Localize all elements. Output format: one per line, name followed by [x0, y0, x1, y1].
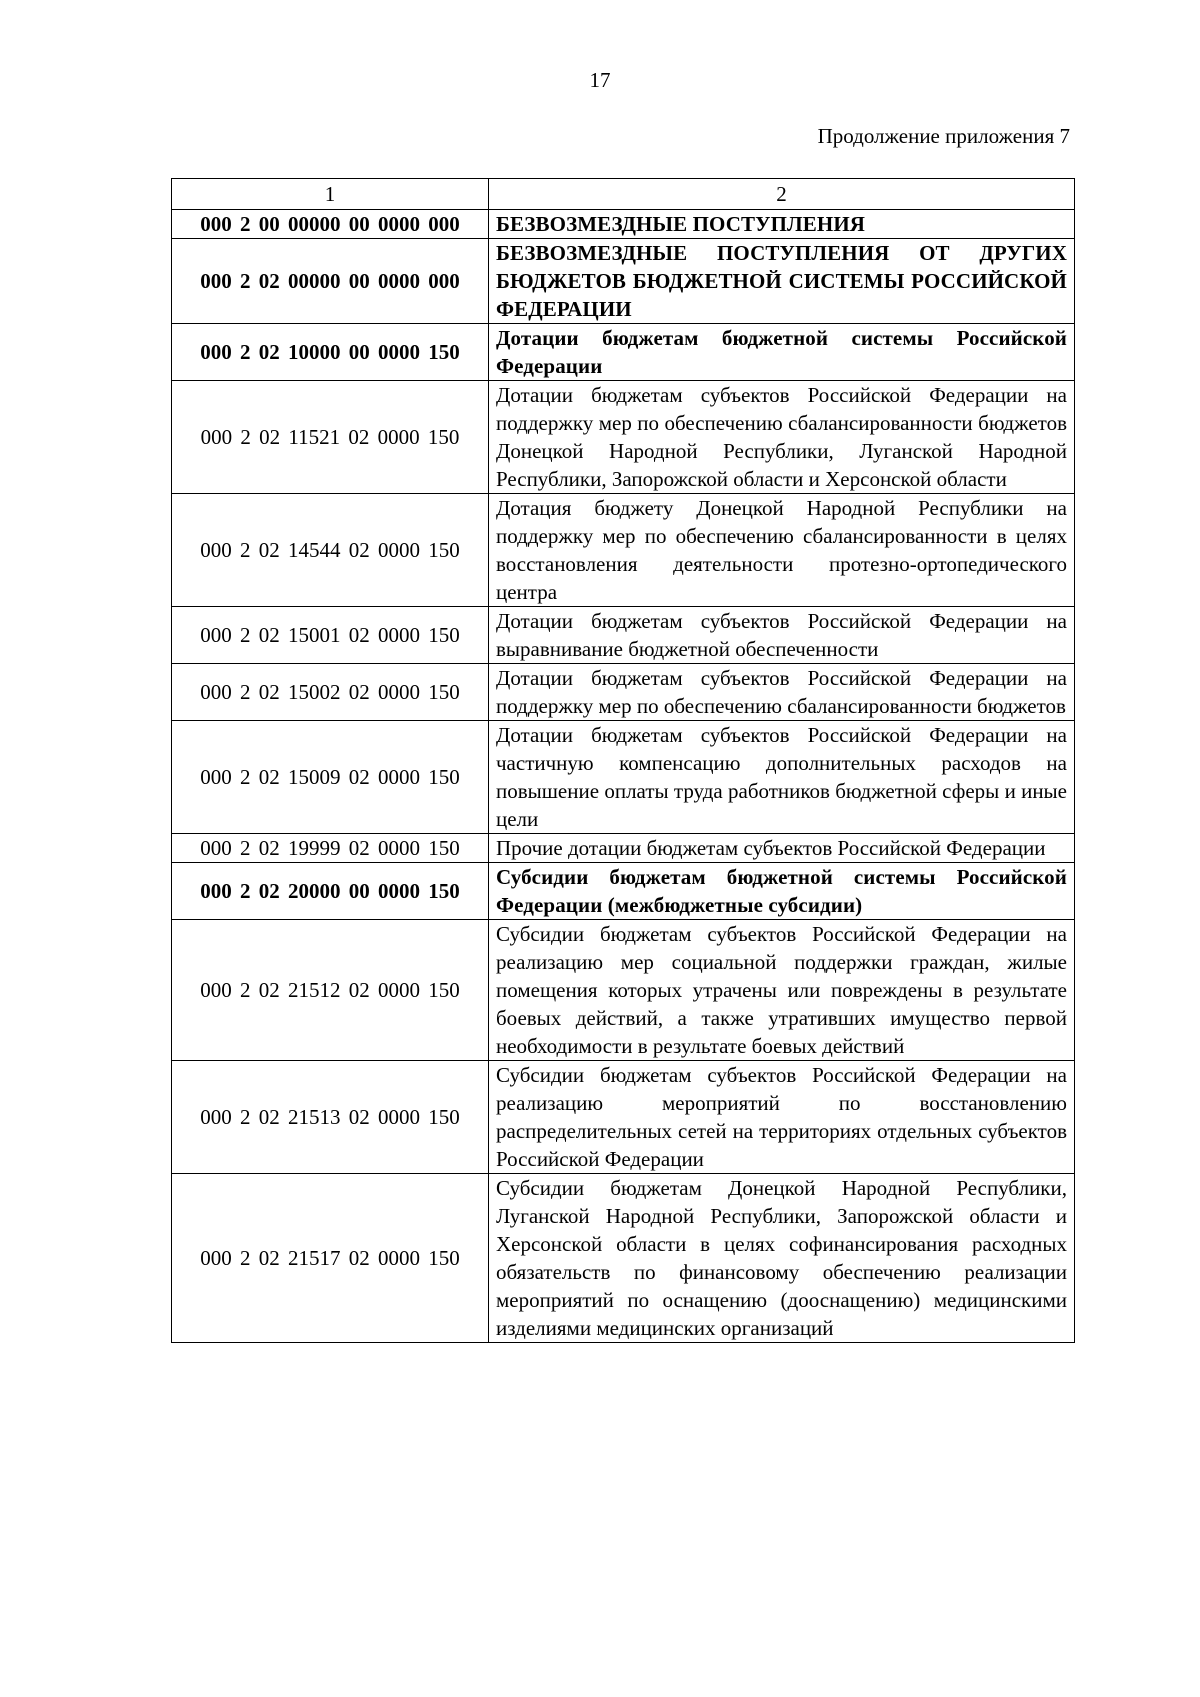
budget-code-cell: 000 2 02 21513 02 0000 150 — [172, 1061, 489, 1174]
income-description-cell: Дотации бюджетам субъектов Российской Федерации на частичную компенсацию дополнительных расходов на повышение оплаты труда работников бюджетной сферы и иные цели — [489, 721, 1075, 834]
table-row — [172, 721, 1075, 834]
income-description-cell: Субсидии бюджетам Донецкой Народной Республики, Луганской Народной Республики, Запорожской области и Херсонской области в целях софинансирования расходных обязательств по финансовому обеспечению реализации мероприятий по оснащению (дооснащению) медицинскими изделиями медицинских организаций — [489, 1174, 1075, 1343]
budget-code-cell: 000 2 02 14544 02 0000 150 — [172, 494, 489, 607]
table-header-row — [172, 179, 1075, 210]
budget-code-cell: 000 2 02 21517 02 0000 150 — [172, 1174, 489, 1343]
income-description-cell: Субсидии бюджетам бюджетной системы Российской Федерации (межбюджетные субсидии) — [489, 863, 1075, 920]
budget-code-cell: 000 2 02 21512 02 0000 150 — [172, 920, 489, 1061]
income-description-cell: Дотация бюджету Донецкой Народной Республики на поддержку мер по обеспечению сбалансированности в целях восстановления деятельности протезно-ортопедического центра — [489, 494, 1075, 607]
budget-code-cell: 000 2 00 00000 00 0000 000 — [172, 210, 489, 239]
page-number: 17 — [589, 68, 611, 92]
table-row — [172, 664, 1075, 721]
income-description-cell: БЕЗВОЗМЕЗДНЫЕ ПОСТУПЛЕНИЯ — [489, 210, 1075, 239]
column-header-1: 1 — [172, 179, 489, 210]
column-header-2: 2 — [489, 179, 1075, 210]
budget-code-cell: 000 2 02 00000 00 0000 000 — [172, 239, 489, 324]
income-description-cell: Субсидии бюджетам субъектов Российской Федерации на реализацию мер социальной поддержки граждан, жилые помещения которых утрачены или повреждены в результате боевых действий, а также утративших имущество первой необходимости в результате боевых действий — [489, 920, 1075, 1061]
table-row — [172, 239, 1075, 324]
budget-code-cell: 000 2 02 19999 02 0000 150 — [172, 834, 489, 863]
table-row — [172, 494, 1075, 607]
continuation-caption: Продолжение приложения 7 — [817, 124, 1070, 148]
budget-classification-table — [171, 178, 1075, 1343]
table-row — [172, 607, 1075, 664]
table-row — [172, 1061, 1075, 1174]
income-description-cell: Прочие дотации бюджетам субъектов Российской Федерации — [489, 834, 1075, 863]
income-description-cell: Дотации бюджетам бюджетной системы Российской Федерации — [489, 324, 1075, 381]
table-row — [172, 324, 1075, 381]
income-description-cell: Субсидии бюджетам субъектов Российской Федерации на реализацию мероприятий по восстановлению распределительных сетей на территориях отдельных субъектов Российской Федерации — [489, 1061, 1075, 1174]
table-row — [172, 863, 1075, 920]
budget-code-cell: 000 2 02 15009 02 0000 150 — [172, 721, 489, 834]
income-description-cell: Дотации бюджетам субъектов Российской Федерации на выравнивание бюджетной обеспеченности — [489, 607, 1075, 664]
income-description-cell: Дотации бюджетам субъектов Российской Федерации на поддержку мер по обеспечению сбалансированности бюджетов — [489, 664, 1075, 721]
budget-code-cell: 000 2 02 15002 02 0000 150 — [172, 664, 489, 721]
budget-code-cell: 000 2 02 20000 00 0000 150 — [172, 863, 489, 920]
budget-code-cell: 000 2 02 10000 00 0000 150 — [172, 324, 489, 381]
income-description-cell: Дотации бюджетам субъектов Российской Федерации на поддержку мер по обеспечению сбалансированности бюджетов Донецкой Народной Республики, Луганской Народной Республики, Запорожской области и Херсонской области — [489, 381, 1075, 494]
income-description-cell: БЕЗВОЗМЕЗДНЫЕ ПОСТУПЛЕНИЯ ОТ ДРУГИХ БЮДЖЕТОВ БЮДЖЕТНОЙ СИСТЕМЫ РОССИЙСКОЙ ФЕДЕРАЦИИ — [489, 239, 1075, 324]
budget-code-cell: 000 2 02 15001 02 0000 150 — [172, 607, 489, 664]
table-row — [172, 210, 1075, 239]
table-row — [172, 834, 1075, 863]
budget-code-cell: 000 2 02 11521 02 0000 150 — [172, 381, 489, 494]
table-row — [172, 1174, 1075, 1343]
table-row — [172, 381, 1075, 494]
table-row — [172, 920, 1075, 1061]
